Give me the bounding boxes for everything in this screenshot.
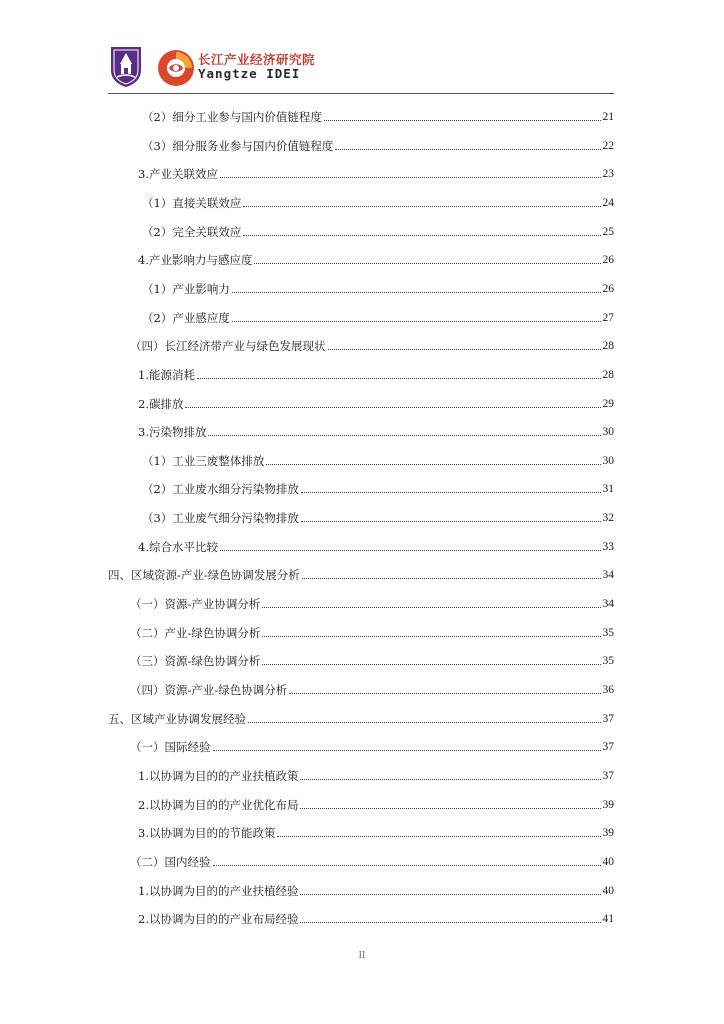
toc-entry-page: 32 xyxy=(602,512,614,525)
toc-entry-title: （一）资源-产业协调分析 xyxy=(130,597,261,612)
toc-dot-leader xyxy=(243,235,600,236)
toc-entry-title: （1）工业三废整体排放 xyxy=(142,453,265,468)
page-number: II xyxy=(358,950,366,961)
toc-entry[interactable] xyxy=(130,734,614,754)
toc-dot-leader xyxy=(262,636,600,637)
toc-entry-title: （2）细分工业参与国内价值链程度 xyxy=(142,110,322,124)
toc-entry-page: 37 xyxy=(602,769,614,782)
toc-entry-page: 24 xyxy=(602,196,614,209)
toc-entry-page: 29 xyxy=(602,397,614,410)
toc-entry[interactable] xyxy=(138,906,614,926)
header-divider xyxy=(108,93,614,94)
toc-dot-leader xyxy=(300,922,600,923)
page-header xyxy=(108,44,614,92)
toc-entry[interactable] xyxy=(142,448,614,468)
toc-entry-title: 2.以协调为目的的产业布局经验 xyxy=(138,912,299,927)
toc-entry[interactable] xyxy=(142,190,614,210)
toc-entry-title: 3.污染物排放 xyxy=(138,425,207,440)
toc-entry-page: 34 xyxy=(602,569,614,582)
toc-entry-page: 41 xyxy=(602,913,614,926)
toc-entry-page: 40 xyxy=(602,884,614,897)
toc-entry-page: 36 xyxy=(602,684,614,696)
toc-dot-leader xyxy=(301,521,601,522)
toc-entry-title: 3.产业关联效应 xyxy=(138,167,218,182)
toc-dot-leader xyxy=(300,808,600,809)
toc-entry-page: 40 xyxy=(602,855,614,868)
toc-entry-page: 21 xyxy=(602,111,614,123)
toc-entry[interactable] xyxy=(138,820,614,840)
toc-entry[interactable] xyxy=(138,878,614,898)
toc-entry-page: 23 xyxy=(602,168,614,181)
university-seal-icon xyxy=(108,44,144,88)
toc-dot-leader xyxy=(300,779,600,780)
toc-entry[interactable] xyxy=(130,849,614,869)
toc-entry-page: 28 xyxy=(602,340,614,353)
toc-entry-title: （3）细分服务业参与国内价值链程度 xyxy=(142,138,334,153)
toc-entry[interactable] xyxy=(108,562,614,582)
toc-entry[interactable] xyxy=(142,104,614,124)
toc-dot-leader xyxy=(266,464,600,465)
toc-dot-leader xyxy=(277,836,600,837)
toc-dot-leader xyxy=(335,149,600,150)
toc-entry-page: 35 xyxy=(602,655,614,668)
toc-entry-page: 30 xyxy=(602,454,614,467)
toc-entry[interactable] xyxy=(130,620,614,640)
toc-entry-title: （2）工业废水细分污染物排放 xyxy=(142,482,299,497)
toc-entry[interactable] xyxy=(142,133,614,153)
toc-entry-title: （1）直接关联效应 xyxy=(142,195,242,210)
toc-entry[interactable] xyxy=(142,305,614,325)
toc-dot-leader xyxy=(220,550,601,551)
toc-dot-leader xyxy=(248,722,601,723)
toc-entry[interactable] xyxy=(138,763,614,783)
logo-english-name: Yangtze IDEI xyxy=(198,66,301,81)
toc-entry-page: 34 xyxy=(602,598,614,611)
toc-entry-page: 27 xyxy=(602,311,614,324)
toc-entry-title: 五、区域产业协调发展经验 xyxy=(108,711,246,726)
toc-entry[interactable] xyxy=(142,476,614,496)
toc-dot-leader xyxy=(328,349,601,350)
toc-entry-page: 25 xyxy=(602,225,614,238)
toc-dot-leader xyxy=(324,120,601,121)
toc-entry[interactable] xyxy=(108,706,614,726)
toc-entry[interactable] xyxy=(130,648,614,668)
toc-dot-leader xyxy=(213,750,601,751)
toc-dot-leader xyxy=(302,578,601,579)
toc-entry-page: 31 xyxy=(602,483,614,496)
toc-entry-title: 1.以协调为目的的产业扶植政策 xyxy=(138,768,299,783)
toc-entry-page: 39 xyxy=(602,827,614,840)
toc-entry-title: （2）产业感应度 xyxy=(142,310,230,325)
toc-entry-page: 39 xyxy=(602,798,614,811)
toc-dot-leader xyxy=(232,321,601,322)
toc-entry-title: （三）资源-绿色协调分析 xyxy=(130,654,261,669)
toc-entry[interactable] xyxy=(142,219,614,239)
toc-entry-page: 30 xyxy=(602,426,614,439)
toc-entry-title: （2）完全关联效应 xyxy=(142,224,242,239)
toc-dot-leader xyxy=(262,664,600,665)
toc-entry-title: 2.碳排放 xyxy=(138,396,184,411)
toc-entry-page: 26 xyxy=(602,254,614,267)
toc-entry-title: 4.产业影响力与感应度 xyxy=(138,253,253,268)
toc-entry-title: （一）国际经验 xyxy=(130,740,211,755)
toc-entry[interactable] xyxy=(142,276,614,296)
toc-entry-title: （1）产业影响力 xyxy=(142,281,230,296)
toc-entry-page: 28 xyxy=(602,368,614,381)
toc-dot-leader xyxy=(243,206,600,207)
toc-dot-leader xyxy=(254,263,600,264)
toc-dot-leader xyxy=(301,492,601,493)
toc-entry-page: 37 xyxy=(602,741,614,754)
toc-dot-leader xyxy=(220,177,601,178)
toc-entry-title: （二）国内经验 xyxy=(130,854,211,869)
toc-entry-title: 4.综合水平比较 xyxy=(138,539,218,554)
toc-entry-title: （四）资源-产业-绿色协调分析 xyxy=(130,683,288,697)
toc-dot-leader xyxy=(185,407,600,408)
toc-entry[interactable] xyxy=(138,419,614,439)
toc-entry[interactable] xyxy=(138,362,614,382)
toc-entry-title: （二）产业-绿色协调分析 xyxy=(130,625,261,640)
toc-dot-leader xyxy=(232,292,601,293)
toc-entry-title: 2.以协调为目的的产业优化布局 xyxy=(138,797,299,812)
toc-dot-leader xyxy=(300,894,600,895)
toc-entry[interactable] xyxy=(142,505,614,525)
toc-entry[interactable] xyxy=(138,247,614,267)
toc-dot-leader xyxy=(213,865,601,866)
toc-entry-title: 1.以协调为目的的产业扶植经验 xyxy=(138,883,299,898)
toc-entry[interactable] xyxy=(130,333,614,353)
toc-entry-title: 1.能源消耗 xyxy=(138,367,195,382)
toc-entry-page: 33 xyxy=(602,540,614,553)
toc-dot-leader xyxy=(208,435,600,436)
toc-entry-title: 3.以协调为目的的节能政策 xyxy=(138,826,276,841)
toc-entry-page: 22 xyxy=(602,139,614,152)
toc-entry[interactable] xyxy=(130,591,614,611)
toc-dot-leader xyxy=(289,693,600,694)
toc-entry-page: 37 xyxy=(602,712,614,725)
yangtze-idei-logo-icon xyxy=(156,48,196,88)
toc-entry[interactable] xyxy=(138,534,614,554)
toc-entry-page: 26 xyxy=(602,282,614,295)
logo-chinese-name: 长江产业经济研究院 xyxy=(198,52,316,67)
toc-entry-page: 35 xyxy=(602,626,614,639)
toc-dot-leader xyxy=(262,607,600,608)
toc-dot-leader xyxy=(197,378,601,379)
toc-entry[interactable] xyxy=(138,792,614,812)
toc-entry-title: 四、区域资源-产业-绿色协调发展分析 xyxy=(108,568,300,583)
toc-entry[interactable] xyxy=(138,391,614,411)
toc-entry[interactable] xyxy=(130,677,614,697)
toc-entry-title: （3）工业废气细分污染物排放 xyxy=(142,511,299,526)
toc-entry-title: （四）长江经济带产业与绿色发展现状 xyxy=(130,339,326,354)
toc-entry[interactable] xyxy=(138,161,614,181)
